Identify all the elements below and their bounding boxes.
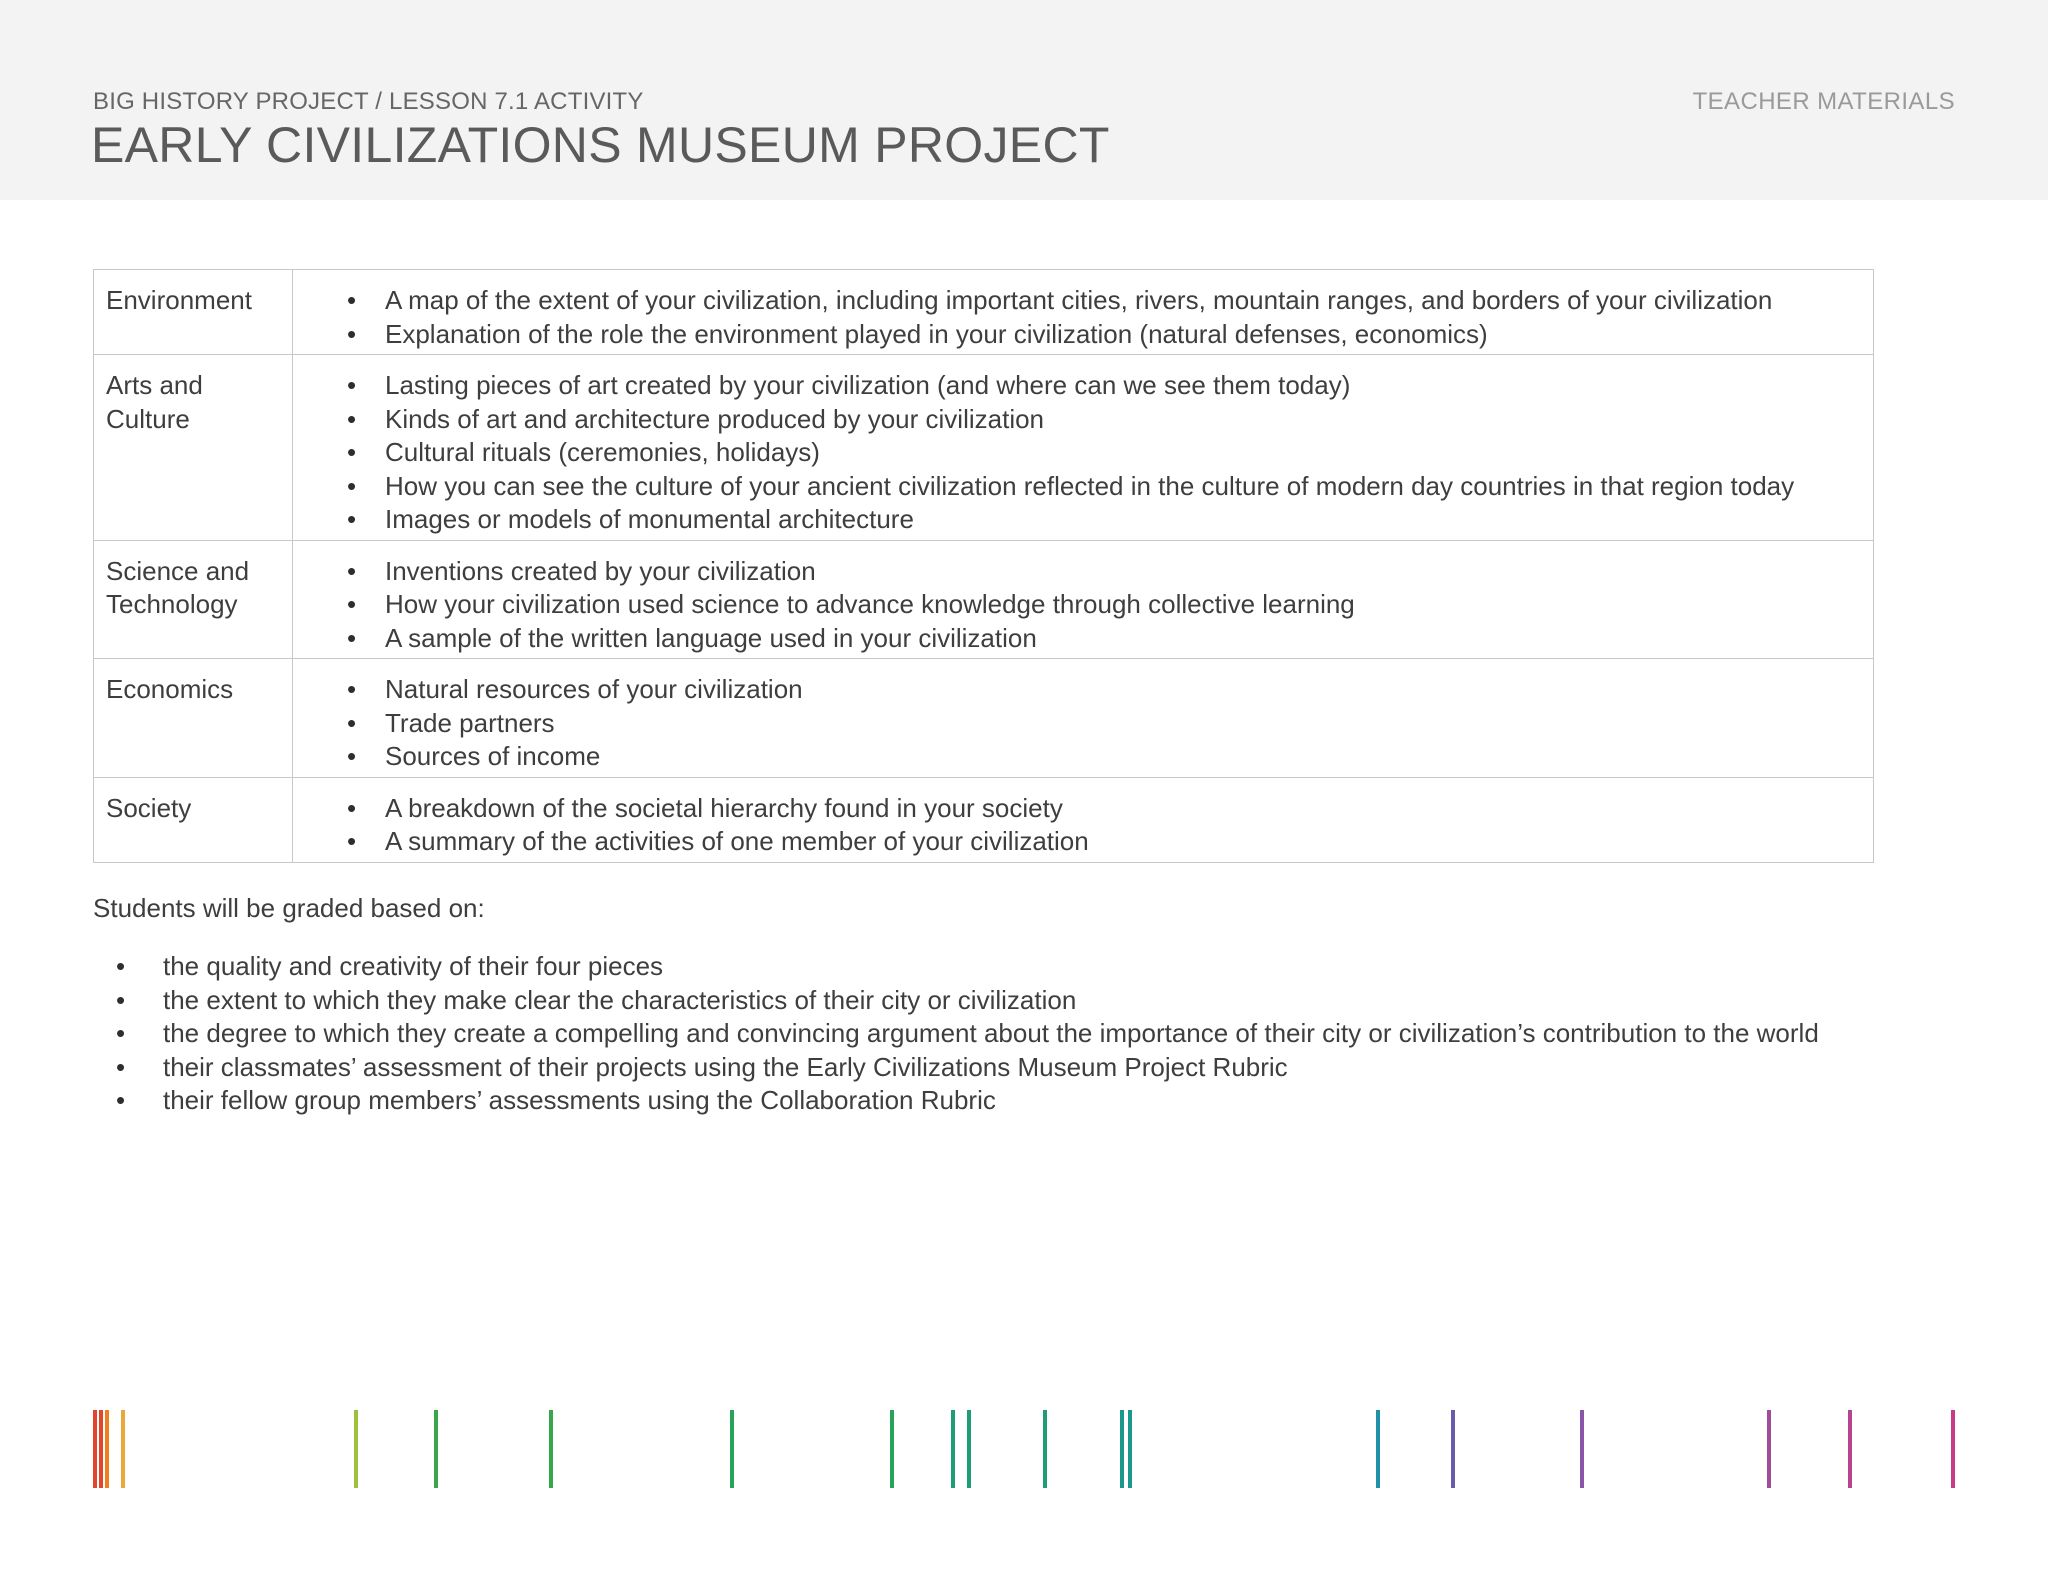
criteria-table-body	[94, 270, 1874, 863]
bullet-icon: •	[116, 1018, 126, 1048]
timeline-tick	[1376, 1410, 1380, 1488]
criteria-items-cell	[293, 270, 1874, 355]
criteria-item-list	[305, 284, 1861, 351]
criteria-item-text: How your civilization used science to advance knowledge through collective learning	[385, 589, 1355, 619]
criteria-row	[94, 270, 1874, 355]
timeline-tick	[105, 1410, 109, 1488]
criteria-item	[347, 436, 1861, 470]
criteria-item-text: A breakdown of the societal hierarchy found in your society	[385, 792, 1063, 823]
grading-list	[116, 950, 1819, 1118]
criteria-item-text: Sources of income	[385, 741, 601, 771]
timeline-tick	[1580, 1410, 1584, 1488]
teacher-materials-label: TEACHER MATERIALS	[1692, 88, 1955, 115]
criteria-item-text: A map of the extent of your civilization, including important cities, rivers, mountain ranges, and borders of your civilization	[385, 285, 1773, 315]
criteria-items-cell	[293, 777, 1874, 862]
criteria-items-cell	[293, 659, 1874, 778]
bullet-icon: •	[347, 741, 357, 771]
criteria-item-text: Cultural rituals (ceremonies, holidays)	[385, 437, 820, 467]
criteria-row	[94, 355, 1874, 541]
criteria-item-text: Trade partners	[385, 707, 555, 738]
timeline-tick	[951, 1410, 955, 1488]
bullet-icon: •	[347, 403, 357, 434]
timeline-tick	[890, 1410, 894, 1488]
criteria-category: Society	[94, 777, 293, 862]
timeline-tick	[1767, 1410, 1771, 1488]
criteria-item-list	[305, 673, 1861, 774]
bullet-icon: •	[347, 318, 357, 349]
grading-item	[116, 1051, 1819, 1085]
timeline-tick	[1043, 1410, 1047, 1488]
criteria-item	[347, 369, 1861, 403]
bullet-icon: •	[116, 1051, 126, 1082]
criteria-item-text: Lasting pieces of art created by your civilization (and where can we see them today)	[385, 370, 1351, 400]
bullet-icon: •	[347, 792, 357, 823]
timeline-tick	[1951, 1410, 1955, 1488]
bullet-icon: •	[347, 470, 357, 501]
bullet-icon: •	[347, 674, 357, 704]
timeline-tick	[434, 1410, 438, 1488]
criteria-row	[94, 777, 1874, 862]
criteria-item-text: Kinds of art and architecture produced by your civilization	[385, 403, 1045, 434]
criteria-item-text: A summary of the activities of one member of your civilization	[385, 826, 1089, 856]
criteria-item	[347, 284, 1861, 318]
criteria-row	[94, 659, 1874, 778]
criteria-category: Arts and Culture	[94, 355, 293, 541]
bullet-icon: •	[116, 951, 126, 981]
bullet-icon: •	[116, 984, 126, 1015]
criteria-items-cell	[293, 540, 1874, 659]
bullet-icon: •	[347, 504, 357, 534]
criteria-item-text: Explanation of the role the environment played in your civilization (natural defenses, economics)	[385, 318, 1488, 349]
criteria-table	[93, 269, 1874, 863]
criteria-item	[347, 555, 1861, 589]
bullet-icon: •	[347, 285, 357, 315]
timeline-tick	[93, 1410, 97, 1488]
timeline-tick	[549, 1410, 553, 1488]
timeline-tick	[354, 1410, 358, 1488]
timeline-tick	[730, 1410, 734, 1488]
grading-item	[116, 1017, 1819, 1051]
criteria-item-text: A sample of the written language used in your civilization	[385, 622, 1037, 653]
criteria-category: Environment	[94, 270, 293, 355]
criteria-item	[347, 622, 1861, 656]
criteria-item-list	[305, 369, 1861, 537]
criteria-item-list	[305, 555, 1861, 656]
criteria-item	[347, 503, 1861, 537]
bullet-icon: •	[347, 555, 357, 586]
grading-intro: Students will be graded based on:	[93, 893, 485, 923]
timeline-tick	[1848, 1410, 1852, 1488]
criteria-category: Economics	[94, 659, 293, 778]
bullet-icon: •	[347, 437, 357, 467]
criteria-item-list	[305, 792, 1861, 859]
criteria-item	[347, 673, 1861, 707]
bullet-icon: •	[347, 589, 357, 619]
grading-item	[116, 950, 1819, 984]
criteria-item	[347, 470, 1861, 504]
lesson-kicker: BIG HISTORY PROJECT / LESSON 7.1 ACTIVITY	[93, 88, 644, 115]
criteria-item-text: Natural resources of your civilization	[385, 674, 803, 704]
criteria-item	[347, 588, 1861, 622]
color-timeline-bar	[0, 1410, 2048, 1490]
grading-item-text: the degree to which they create a compelling and convincing argument about the importance of their city or civilization’s contribution to the world	[163, 1018, 1819, 1048]
criteria-item	[347, 825, 1861, 859]
criteria-item-text: Inventions created by your civilization	[385, 555, 816, 586]
criteria-item	[347, 403, 1861, 437]
criteria-item	[347, 740, 1861, 774]
bullet-icon: •	[347, 622, 357, 653]
criteria-row	[94, 540, 1874, 659]
criteria-item	[347, 792, 1861, 826]
grading-item-text: the quality and creativity of their four pieces	[163, 951, 664, 981]
criteria-item-text: How you can see the culture of your ancient civilization reflected in the culture of modern day countries in that region today	[385, 470, 1795, 501]
grading-item-text: their fellow group members’ assessments using the Collaboration Rubric	[163, 1085, 996, 1115]
criteria-category: Science and Technology	[94, 540, 293, 659]
criteria-item-text: Images or models of monumental architecture	[385, 504, 914, 534]
bullet-icon: •	[347, 370, 357, 400]
page-title: EARLY CIVILIZATIONS MUSEUM PROJECT	[91, 117, 1110, 173]
timeline-tick	[1128, 1410, 1132, 1488]
grading-item	[116, 1084, 1819, 1118]
timeline-tick	[99, 1410, 103, 1488]
bullet-icon: •	[116, 1085, 126, 1115]
grading-item-text: their classmates’ assessment of their projects using the Early Civilizations Museum Project Rubric	[163, 1051, 1288, 1082]
grading-item	[116, 984, 1819, 1018]
timeline-tick	[121, 1410, 125, 1488]
bullet-icon: •	[347, 826, 357, 856]
timeline-tick	[1120, 1410, 1124, 1488]
timeline-tick	[967, 1410, 971, 1488]
timeline-tick	[1451, 1410, 1455, 1488]
criteria-item	[347, 707, 1861, 741]
bullet-icon: •	[347, 707, 357, 738]
criteria-item	[347, 318, 1861, 352]
grading-item-text: the extent to which they make clear the characteristics of their city or civilization	[163, 984, 1077, 1015]
criteria-items-cell	[293, 355, 1874, 541]
